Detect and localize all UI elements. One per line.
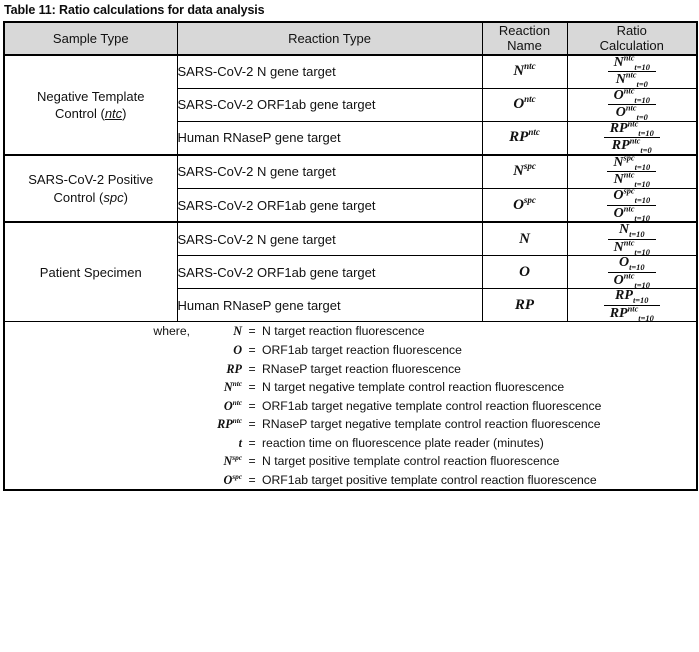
fraction-denominator — [608, 240, 656, 256]
term-base: O — [615, 105, 626, 121]
legend-definition: N target negative template control reaction fluorescence — [262, 380, 565, 395]
term-base: N — [618, 222, 630, 238]
term-subscript: t=10 — [638, 313, 654, 323]
symbol-base: N — [233, 324, 242, 339]
ratio-calculation-cell — [567, 222, 697, 256]
ratio-calculation-cell — [567, 289, 697, 322]
term-superscript: ntc — [623, 170, 635, 180]
term-superscript: ntc — [625, 70, 637, 80]
symbol-base: RP — [226, 361, 242, 376]
symbol-base: RP — [509, 129, 529, 146]
header-ratio-line2: Calculation — [599, 38, 664, 54]
legend-table — [5, 322, 696, 489]
legend-definition: RNaseP target negative template control reaction fluorescence — [262, 417, 601, 432]
symbol-superscript: ntc — [528, 127, 540, 138]
sample-type-cell-patient — [4, 222, 177, 322]
term-subscript: t=10 — [634, 195, 651, 205]
legend-item — [5, 322, 696, 341]
symbol-base: O — [223, 472, 233, 487]
symbol-base: t — [238, 435, 242, 450]
sample-type-abbrev: spc — [103, 189, 124, 205]
symbol-superscript: ntc — [232, 378, 242, 388]
legend-symbol — [190, 341, 242, 360]
reaction-name-cell — [482, 256, 567, 289]
term-subscript: t=0 — [636, 113, 648, 123]
term-superscript: ntc — [623, 271, 635, 281]
term-subscript: t=0 — [640, 146, 652, 156]
fraction — [607, 153, 656, 190]
legend-definition: ORF1ab target reaction fluorescence — [262, 342, 462, 357]
fraction — [608, 53, 656, 89]
sample-type-line1: SARS-CoV-2 Positive — [28, 172, 154, 188]
header-sample-type: Sample Type — [4, 22, 177, 55]
term-subscript: t=10 — [629, 263, 645, 273]
term-base: O — [613, 87, 624, 103]
table-row — [4, 55, 697, 89]
term-superscript: spc — [623, 153, 635, 163]
legend-spacer — [5, 434, 190, 453]
fraction-denominator — [604, 306, 660, 322]
symbol-base: O — [233, 342, 242, 357]
legend-definition: ORF1ab target positive template control reaction fluorescence — [262, 472, 597, 487]
reaction-type-cell: SARS-CoV-2 N gene target — [177, 155, 482, 189]
legend-item — [5, 360, 696, 379]
symbol-superscript: ntc — [524, 61, 536, 72]
term-subscript: t=10 — [634, 247, 650, 257]
legend-where-label: where, — [153, 324, 190, 339]
term-subscript: t=10 — [638, 128, 654, 138]
term-superscript: ntc — [629, 136, 641, 146]
reaction-name-cell — [482, 121, 567, 155]
term-subscript: t=10 — [632, 296, 649, 306]
sample-type-cell-spc — [4, 155, 177, 222]
legend-equals: = — [248, 324, 256, 339]
symbol-superscript: ntc — [232, 416, 242, 426]
header-reaction-name-line1: Reaction — [498, 23, 551, 38]
legend-symbol — [190, 397, 242, 416]
term-base: N — [613, 172, 624, 188]
legend-equals: = — [248, 454, 256, 469]
legend-item — [5, 341, 696, 360]
legend-spacer — [5, 341, 190, 360]
legend-spacer — [5, 360, 190, 379]
symbol-base: RP — [514, 296, 535, 313]
legend-item — [5, 378, 696, 397]
legend-equals: = — [248, 398, 256, 413]
header-reaction-type: Reaction Type — [177, 22, 482, 55]
reaction-type-cell: SARS-CoV-2 N gene target — [177, 222, 482, 256]
table-footer — [4, 322, 697, 490]
term-base: RP — [611, 138, 630, 154]
header-ratio-line1: Ratio — [616, 23, 647, 38]
legend-equals: = — [248, 435, 256, 450]
term-superscript: ntc — [623, 86, 635, 96]
reaction-type-cell: SARS-CoV-2 ORF1ab gene target — [177, 256, 482, 289]
reaction-name-cell — [482, 289, 567, 322]
legend-symbol — [190, 322, 242, 341]
sample-type-line1: Negative Template — [37, 88, 145, 104]
symbol-superscript: spc — [523, 161, 536, 172]
symbol-base: N — [519, 230, 530, 247]
reaction-type-cell: SARS-CoV-2 ORF1ab gene target — [177, 189, 482, 223]
term-superscript: spc — [623, 186, 635, 196]
term-superscript: ntc — [623, 203, 635, 213]
header-ratio-calculation — [567, 22, 697, 55]
term-subscript: t=10 — [634, 162, 651, 172]
symbol-superscript: ntc — [232, 397, 242, 407]
fraction — [608, 256, 656, 288]
legend-equals: = — [248, 417, 256, 432]
legend-symbol — [190, 471, 242, 490]
term-base: RP — [615, 288, 633, 304]
legend-symbol — [190, 452, 242, 471]
legend-symbol — [190, 434, 242, 453]
legend-equals: = — [248, 342, 256, 357]
sample-type-line2: Control (spc) — [53, 189, 128, 205]
fraction — [608, 86, 656, 123]
header-row — [4, 22, 697, 55]
symbol-superscript: spc — [232, 471, 242, 481]
fraction-denominator — [607, 203, 656, 223]
term-superscript: ntc — [627, 119, 639, 129]
legend-spacer — [5, 452, 190, 471]
term-subscript: t=10 — [629, 229, 645, 239]
symbol-base: N — [223, 454, 233, 469]
legend-item — [5, 471, 696, 490]
term-subscript: t=0 — [636, 80, 648, 89]
term-base: N — [613, 239, 624, 255]
legend-item — [5, 397, 696, 416]
header-reaction-name-line2: Name — [507, 38, 542, 54]
legend-item — [5, 452, 696, 471]
fraction-denominator — [604, 138, 660, 154]
term-superscript: ntc — [623, 238, 635, 248]
fraction — [607, 186, 656, 223]
term-base: O — [613, 188, 624, 204]
table-row — [4, 155, 697, 189]
reaction-type-cell: SARS-CoV-2 ORF1ab gene target — [177, 88, 482, 121]
table-row — [4, 222, 697, 256]
legend-definition: ORF1ab target negative template control reaction fluorescence — [262, 398, 602, 413]
symbol-base: O — [223, 398, 233, 413]
term-superscript: ntc — [625, 103, 637, 113]
reaction-name-cell — [482, 55, 567, 89]
fraction — [604, 289, 660, 321]
symbol-base: RP — [217, 417, 233, 432]
term-base: RP — [609, 305, 628, 321]
fraction — [608, 223, 656, 255]
term-base: N — [613, 54, 624, 70]
legend-definition: RNaseP target reaction fluorescence — [262, 361, 461, 376]
reaction-type-cell: Human RNaseP gene target — [177, 289, 482, 322]
sample-type-abbrev: ntc — [104, 105, 123, 121]
term-superscript: ntc — [627, 304, 639, 314]
fraction-denominator — [608, 273, 656, 289]
reaction-name-cell — [482, 189, 567, 223]
reaction-name-cell — [482, 155, 567, 189]
legend-symbol — [190, 415, 242, 434]
legend-symbol — [190, 360, 242, 379]
table-caption: Table 11: Ratio calculations for data analysis — [4, 3, 265, 17]
symbol-base: O — [519, 263, 530, 280]
legend-definition: N target reaction fluorescence — [262, 324, 425, 339]
term-base: N — [613, 154, 624, 170]
legend-equals: = — [248, 361, 256, 376]
legend-spacer — [5, 397, 190, 416]
table-header — [4, 22, 697, 55]
legend-block — [4, 322, 697, 490]
legend-item — [5, 434, 696, 453]
reaction-name-cell — [482, 222, 567, 256]
term-base: N — [615, 72, 626, 88]
legend-spacer — [5, 471, 190, 490]
term-base: RP — [609, 120, 628, 136]
term-subscript: t=10 — [634, 180, 650, 190]
ratio-calculations-table — [3, 21, 698, 491]
legend-symbol — [190, 378, 242, 397]
term-subscript: t=10 — [634, 280, 650, 290]
term-superscript: ntc — [623, 53, 635, 62]
ratio-calculation-cell — [567, 88, 697, 121]
term-subscript: t=10 — [634, 95, 650, 105]
ratio-calculation-cell — [567, 155, 697, 189]
sample-type-line2: Control (ntc) — [54, 105, 127, 121]
ratio-calculation-cell — [567, 121, 697, 155]
legend-item — [5, 415, 696, 434]
symbol-base: O — [513, 196, 524, 213]
symbol-base: O — [513, 96, 525, 113]
symbol-base: N — [513, 63, 525, 80]
reaction-name-cell — [482, 88, 567, 121]
legend-definition: N target positive template control reaction fluorescence — [262, 454, 560, 469]
table-body — [4, 55, 697, 322]
legend-spacer — [5, 415, 190, 434]
legend-equals: = — [248, 380, 256, 395]
symbol-superscript: spc — [232, 453, 242, 463]
term-base: O — [613, 272, 624, 288]
legend-spacer — [5, 378, 190, 397]
symbol-superscript: spc — [523, 194, 536, 205]
symbol-base: N — [513, 163, 524, 180]
header-reaction-name — [482, 22, 567, 55]
symbol-base: N — [223, 380, 233, 395]
term-subscript: t=10 — [634, 62, 650, 72]
sample-type-line1: Patient Specimen — [39, 264, 142, 280]
ratio-calculation-cell — [567, 186, 697, 223]
ratio-calculation-cell — [567, 256, 697, 289]
ratio-calculation-cell — [567, 55, 697, 89]
sample-type-cell-ntc — [4, 55, 177, 155]
reaction-type-cell: Human RNaseP gene target — [177, 121, 482, 155]
symbol-superscript: ntc — [524, 94, 536, 105]
legend-equals: = — [248, 472, 256, 487]
term-base: O — [613, 205, 624, 221]
fraction — [604, 119, 660, 156]
reaction-type-cell: SARS-CoV-2 N gene target — [177, 55, 482, 89]
term-base: O — [618, 255, 630, 271]
legend-definition: reaction time on fluorescence plate reader (minutes) — [262, 435, 544, 450]
legend-row — [4, 322, 697, 490]
term-subscript: t=10 — [634, 213, 650, 223]
